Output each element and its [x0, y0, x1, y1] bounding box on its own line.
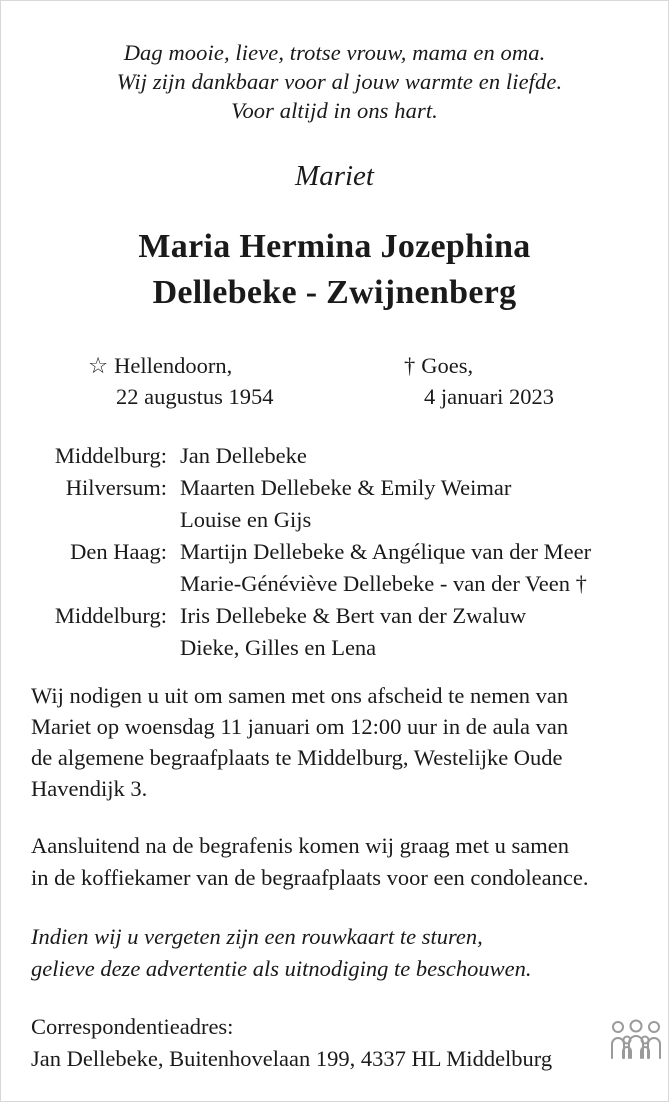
birth-date: 22 augustus 1954: [116, 384, 274, 409]
full-name-line: Dellebeke - Zwijnenberg: [152, 274, 517, 311]
family-row: [0, 536, 669, 568]
card-note: [31, 921, 651, 985]
correspondence-block: [31, 1011, 651, 1075]
family-place: Hilversum:: [65, 475, 167, 500]
call-name: Mariet: [295, 160, 374, 192]
afterwards-line: Aansluitend na de begrafenis komen wij graag met u samen: [31, 833, 569, 858]
birth-place: Hellendoorn,: [114, 353, 233, 378]
family-row: [0, 472, 669, 504]
death-date: 4 januari 2023: [424, 384, 554, 409]
family-place: Middelburg:: [54, 603, 167, 628]
correspondence-address: Jan Dellebeke, Buitenhovelaan 199, 4337 HL Middelburg: [31, 1046, 553, 1071]
family-row: [0, 632, 669, 664]
opening-verse: [0, 38, 669, 125]
invitation-line: Wij nodigen u uit om samen met ons afscheid te nemen van: [31, 683, 569, 708]
family-names: Maarten Dellebeke & Emily Weimar: [180, 475, 512, 500]
invitation-line: de algemene begraafplaats te Middelburg, Westelijke Oude: [31, 745, 563, 770]
invitation-line: Havendijk 3.: [31, 776, 148, 801]
cross-icon: †: [404, 353, 416, 378]
afterwards-paragraph: [31, 830, 651, 894]
family-place: Middelburg:: [54, 443, 167, 468]
family-names: Louise en Gijs: [180, 507, 312, 532]
verse-line: Voor altijd in ons hart.: [231, 98, 438, 123]
full-name: [0, 224, 669, 316]
birth-info: [88, 350, 274, 412]
family-names: Iris Dellebeke & Bert van der Zwaluw: [180, 603, 527, 628]
verse-line: Dag mooie, lieve, trotse vrouw, mama en oma.: [123, 40, 546, 65]
family-place: Den Haag:: [70, 539, 167, 564]
note-line: gelieve deze advertentie als uitnodiging te beschouwen.: [31, 956, 532, 981]
star-icon: ☆: [88, 353, 109, 378]
death-info: [404, 350, 554, 412]
family-names: Marie-Généviève Dellebeke - van der Veen †: [180, 571, 587, 596]
family-row: [0, 440, 669, 472]
invitation-paragraph: [31, 680, 651, 804]
afterwards-line: in de koffiekamer van de begraafplaats voor een condoleance.: [31, 865, 589, 890]
family-row: [0, 600, 669, 632]
family-row: [0, 568, 669, 600]
verse-line: Wij zijn dankbaar voor al jouw warmte en liefde.: [116, 69, 563, 94]
invitation-line: Mariet op woensdag 11 januari om 12:00 uur in de aula van: [31, 714, 569, 739]
family-place: [0, 568, 167, 600]
death-place: Goes,: [421, 353, 474, 378]
family-list: [0, 440, 669, 664]
family-place: [0, 632, 167, 664]
family-names: Jan Dellebeke: [180, 443, 307, 468]
family-place: [0, 504, 167, 536]
family-names: Dieke, Gilles en Lena: [180, 635, 377, 660]
people-group-icon: [609, 1018, 663, 1062]
correspondence-label: Correspondentieadres:: [31, 1014, 234, 1039]
note-line: Indien wij u vergeten zijn een rouwkaart te sturen,: [31, 924, 483, 949]
full-name-line: Maria Hermina Jozephina: [138, 228, 531, 265]
family-row: [0, 504, 669, 536]
family-names: Martijn Dellebeke & Angélique van der Meer: [180, 539, 592, 564]
